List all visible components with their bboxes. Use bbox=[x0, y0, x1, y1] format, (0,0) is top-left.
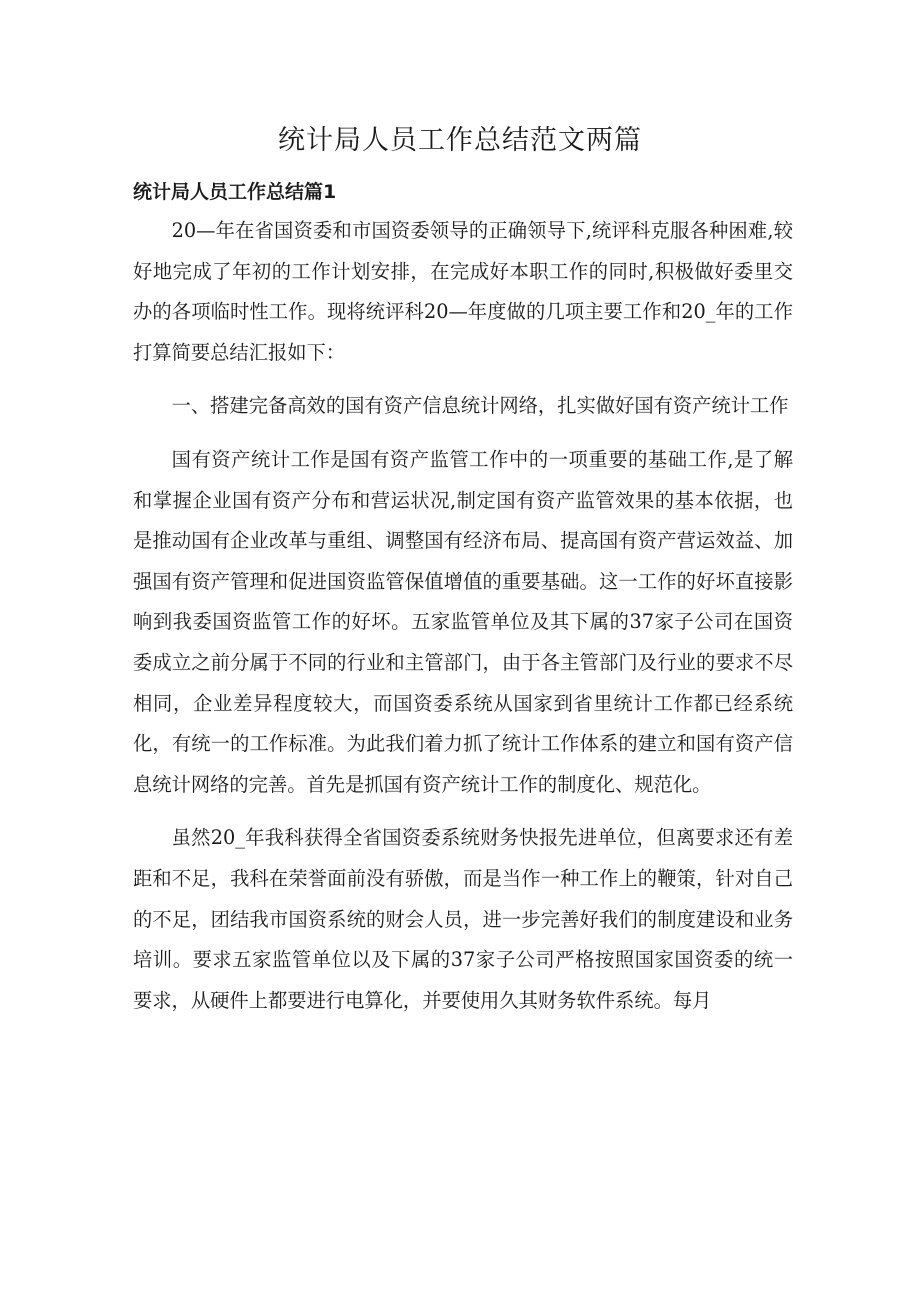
document-title: 统计局人员工作总结范文两篇 bbox=[278, 125, 642, 156]
body-paragraph: 国有资产统计工作是国有资产监管工作中的一项重要的基础工作,是了解和掌握企业国有资产分布和营运状况,制定国有资产监管效果的基本依据，也是推动国有企业改革与重组、调整国有经济布局、提高国有资产营运效益、加强国有资产管理和促进国资监管保值增值的重要基础。这一工作的好坏直接影响到我委国资监管工作的好坏。五家监管单位及其下属的37家子公司在国资委成立之前分属于不同的行业和主管部门，由于各主管部门及行业的要求不尽相同，企业差异程度较大，而国资委系统从国家到省里统计工作都已经系统化，有统一的工作标准。为此我们着力抓了统计工作体系的建立和国有资产信息统计网络的完善。首先是抓国有资产统计工作的制度化、规范化。 bbox=[133, 447, 793, 796]
body-paragraph: 20—年在省国资委和市国资委领导的正确领导下,统评科克服各种困难,较好地完成了年初的工作计划安排，在完成好本职工作的同时,积极做好委里交办的各项临时性工作。现将统评科20—年度做的几项主要工作和20_年的工作打算简要总结汇报如下： bbox=[133, 219, 793, 364]
section-heading: 统计局人员工作总结篇1 bbox=[133, 181, 337, 203]
body-paragraph: 虽然20_年我科获得全省国资委系统财务快报先进单位，但离要求还有差距和不足，我科在荣誉面前没有骄傲，而是当作一种工作上的鞭策，针对自己的不足，团结我市国资系统的财会人员，进一步完善好我们的制度建设和业务培训。要求五家监管单位以及下属的37家子公司严格按照国家国资委的统一要求，从硬件上都要进行电算化，并要使用久其财务软件系统。每月 bbox=[133, 826, 793, 1012]
body-paragraph: 一、搭建完备高效的国有资产信息统计网络，扎实做好国有资产统计工作 bbox=[171, 394, 789, 418]
document-body bbox=[133, 211, 793, 1034]
